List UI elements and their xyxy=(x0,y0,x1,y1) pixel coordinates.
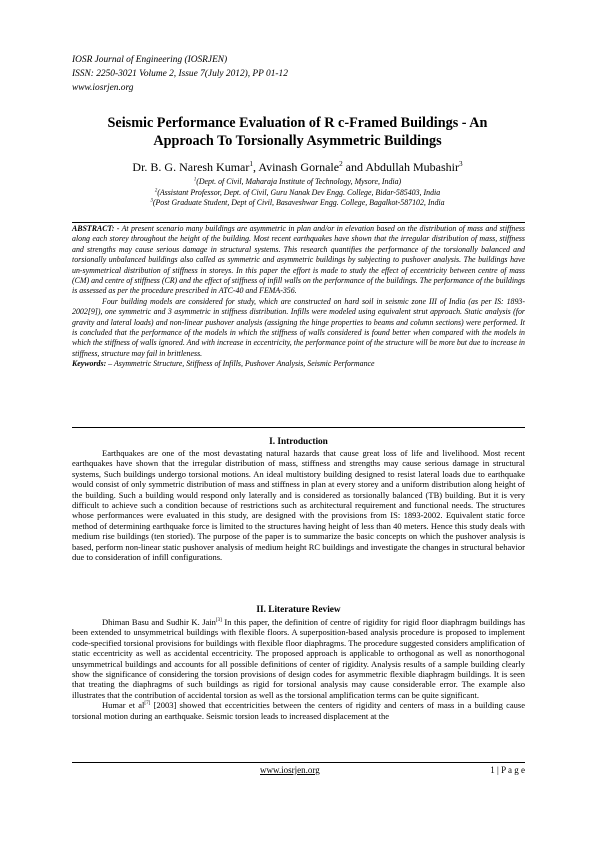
introduction-paragraph: Earthquakes are one of the most devastating natural hazards that cause great loss of life and livelihood. Most recent earthquakes have shown that the irregular distribution of mass, stiffness and strengths may cause serious damage in structural systems, Such buildings undergo torsional motions. An ideal multistory building designed to resist lateral loads due to earthquake would consist of only symmetric distribution of mass and stiffness in plan at every storey and a uniform distribution along height of the building. Such a building would respond only laterally and is considered as torsionally balanced (TB) building. But it is very difficult to achieve such a condition because of restrictions such as architectural requirement and functional needs. The structures whose performances were evaluated in this study, are designed with the provisions from IS: 1893-2002. Equivalent static force method of determining earthquake force is limited to the structures having height of less than 40 meters. Hence this study deals with medium rise buildings (ten storied). The purpose of the paper is to summarize the basic concepts on which the pushover analysis is based, perform non-linear static pushover analysis of medium height RC buildings and investigate the changes in structural behavior due to consideration of infill configurations. xyxy=(72,448,525,563)
affiliation-1-text: (Dept. of Civil, Maharaja Institute of Technology, Mysore, India) xyxy=(196,177,402,186)
keywords-line xyxy=(72,359,525,369)
affiliation-2 xyxy=(60,188,535,199)
lit-p2-author: Humar et al xyxy=(102,700,145,711)
introduction-body xyxy=(72,448,525,562)
issn-line: ISSN: 2250-3021 Volume 2, Issue 7(July 2012), PP 01-12 xyxy=(72,69,288,79)
section-heading-introduction: I. Introduction xyxy=(269,437,328,447)
author-list xyxy=(60,160,535,174)
affiliation-3-text: (Post Graduate Student, Dept of Civil, Basaveshwar Engg. College, Bagalkot-587102, India xyxy=(152,198,445,208)
journal-website: www.iosrjen.org xyxy=(72,83,134,93)
author-3: and Abdullah Mubashir xyxy=(342,160,459,174)
title-line-2: Approach To Torsionally Asymmetric Buildings xyxy=(153,132,442,149)
abstract-para-1 xyxy=(72,224,525,297)
literature-paragraph-1 xyxy=(72,617,525,700)
affiliation-2-text: (Assistant Professor, Dept. of Civil, Guru Nanak Dev Engg. College, Bidar-585403, India xyxy=(157,187,441,197)
title-line-1: Seismic Performance Evaluation of R c-Framed Buildings - An xyxy=(107,115,488,131)
abstract-top-rule xyxy=(72,222,525,223)
abstract-text-1: - At present scenario many buildings are asymmetric in plan and/or in elevation based on the distribution of mass and stiffness along each storey throughout the height of the building. Most recent earthquakes have shown that the irregular distribution of mass, stiffness and strengths may cause serious damage in structural systems. This research quantifies the performance of the torsionally balanced and torsionally unbalanced buildings also called as symmetric and asymmetric buildings by subjecting to pushover analysis. The buildings have un-symmetrical distribution of stiffness in storeys. In this paper the effort is made to study the effect of eccentricity between centre of mass (CM) and centre of stiffness (CR) and the effect of stiffness of infill walls on the performance of the buildings. The performance of the buildings is assessed as per the procedure prescribed in ATC-40 and FEMA-356. xyxy=(72,224,525,296)
lit-p1-text: In this paper, the definition of centre of rigidity for rigid floor diaphragm buildings has been extended to unsymmetrical buildings with flexible floors. A superposition-based analysis procedure is proposed to implement code-specified torsional provisions for buildings with flexible floor diaphragms. The procedure suggested considers amplification of static eccentricity as well as accidental eccentricity. The proposed approach is applicable to orthogonal as well as nonorthogonal unsymmetrical buildings and accounts for all possible definitions of center of rigidity. Analysis results of a sample building clearly show the significance of considering the torsion provisions of design codes for asymmetric flexible diaphragm buildings. It is seen that treating the diaphragms of such buildings as rigid for torsional analysis may cause considerable error. The example also illustrates that the contribution of accidental torsion as well as the torsional amplification terms can be quite significant. xyxy=(72,617,525,700)
affiliations xyxy=(60,177,535,209)
literature-review-body xyxy=(72,617,525,721)
footer-website-link[interactable]: www.iosrjen.org xyxy=(260,765,320,775)
abstract-block xyxy=(72,224,525,370)
abstract-bottom-rule xyxy=(72,427,525,428)
keywords-text: – Asymmetric Structure, Stiffness of Infills, Pushover Analysis, Seismic Performance xyxy=(106,359,375,369)
affiliation-1-marker: 1 xyxy=(193,177,197,183)
author-1: Dr. B. G. Naresh Kumar xyxy=(132,160,250,174)
author-2-affil: 2 xyxy=(339,160,343,168)
abstract-label: ABSTRACT: xyxy=(72,224,115,233)
lit-p1-author: Dhiman Basu and Sudhir K. Jain xyxy=(102,617,216,627)
affiliation-3-marker: 3 xyxy=(150,198,153,204)
literature-paragraph-2 xyxy=(72,700,525,721)
footer-rule xyxy=(72,762,525,763)
affiliation-3 xyxy=(60,198,535,209)
lit-p2-citation: [7] xyxy=(144,700,151,707)
abstract-para-2: Four building models are considered for study, which are constructed on hard soil in seismic zone III of India (as per IS: 1893-2002[9]), one symmetric and 3 asymmetric in stiffness distribution. Infills were modeled using equivalent strut approach. Static analysis (for gravity and lateral loads) and non-linear pushover analysis (assigning the hinge properties to beams and column sections) were performed. It is concluded that the performance of the models in which the stiffness of walls considered is found better when compared with the models in which the stiffness of walls ignored. And with increase in eccentricity, the performance point of the structure will be more but due to increase in stiffness, structure may fail in brittleness. xyxy=(72,296,525,358)
author-1-affil: 1 xyxy=(249,160,253,168)
lit-p1-citation: [3] xyxy=(215,617,222,624)
section-heading-literature-review: II. Literature Review xyxy=(256,605,341,615)
affiliation-1 xyxy=(60,177,535,188)
author-3-affil: 3 xyxy=(459,160,463,168)
page-number: 1 | P a g e xyxy=(490,765,525,775)
paper-title xyxy=(60,115,535,150)
affiliation-2-marker: 2 xyxy=(154,187,158,193)
lit-p2-text: [2003] showed that eccentricities between the centers of rigidity and centers of mass in a building cause torsional motion during an earthquake. Seismic torsion leads to increased displacement at the xyxy=(72,700,525,721)
journal-name: IOSR Journal of Engineering (IOSRJEN) xyxy=(72,55,228,65)
author-2: , Avinash Gornale xyxy=(252,160,340,174)
keywords-label: Keywords: xyxy=(72,359,107,369)
